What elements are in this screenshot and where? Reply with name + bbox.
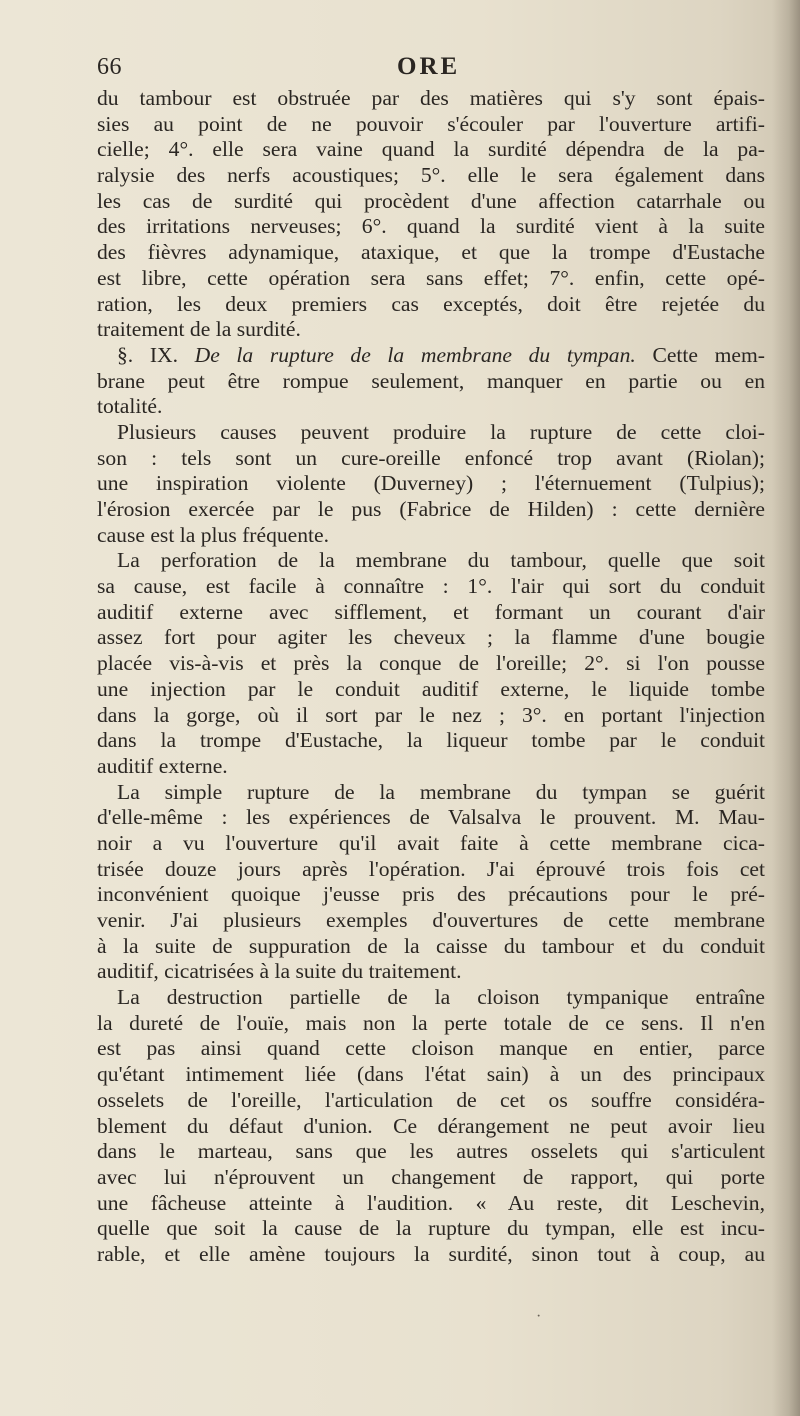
text-line: noir a vu l'ouverture qu'il avait faite à cette membrane cica- (97, 830, 765, 855)
text-line: dans la gorge, où il sort par le nez ; 3°. en portant l'injection (97, 702, 765, 727)
text-line: une inspiration violente (Duverney) ; l'éternuement (Tulpius); (97, 471, 765, 496)
text-line: les cas de surdité qui procèdent d'une affection catarrhale ou (97, 188, 765, 213)
section-number: §. IX. (117, 342, 178, 367)
text-line: dans la trompe d'Eustache, la liqueur tombe par le conduit (97, 728, 765, 753)
ink-speck: · (536, 1308, 542, 1325)
text-line: La destruction partielle de la cloison tympanique entraîne (117, 985, 765, 1010)
text-line: est pas ainsi quand cette cloison manque en entier, parce (97, 1036, 765, 1061)
text-line: la dureté de l'ouïe, mais non la perte totale de ce sens. Il n'en (97, 1010, 765, 1035)
page-number: 66 (97, 54, 122, 80)
text-line: du tambour est obstruée par des matières qui s'y sont épais- (97, 86, 765, 110)
text-line: La simple rupture de la membrane du tympan se guérit (117, 779, 765, 804)
text-line: assez fort pour agiter les cheveux ; la flamme d'une bougie (97, 625, 765, 650)
text-line: Plusieurs causes peuvent produire la rupture de cette cloi- (117, 419, 765, 444)
text-line: qu'étant intimement liée (dans l'état sain) à un des principaux (97, 1062, 765, 1087)
text-line: son : tels sont un cure-oreille enfoncé trop avant (Riolan); (97, 445, 765, 470)
page-edge-shadow (772, 0, 800, 1416)
text-line: inconvénient quoique j'eusse pris des précautions pour le pré- (97, 882, 765, 907)
body-text (97, 86, 765, 1268)
text-line: auditif, cicatrisées à la suite du traitement. (97, 959, 462, 984)
text-line: osselets de l'oreille, l'articulation de cet os souffre considéra- (97, 1087, 765, 1112)
running-head: ORE (397, 53, 461, 80)
text-line: l'érosion exercée par le pus (Fabrice de Hilden) : cette dernière (97, 497, 765, 521)
text-line: auditif externe avec sifflement, et formant un courant d'air (97, 599, 765, 624)
text-line: cause est la plus fréquente. (97, 522, 330, 547)
text-line: cielle; 4°. elle sera vaine quand la surdité dépendra de la pa- (97, 137, 765, 162)
text-line: ration, les deux premiers cas exceptés, doit être rejetée du (97, 291, 765, 316)
text-line: rable, et elle amène toujours la surdité, sinon tout à coup, au (97, 1241, 765, 1266)
section-title: De la rupture de la membrane du tympan. (194, 342, 636, 367)
text-line: trisée douze jours après l'opération. J'ai éprouvé trois fois cet (97, 856, 765, 881)
text-line: une fâcheuse atteinte à l'audition. « Au reste, dit Leschevin, (97, 1190, 765, 1215)
text-line: est libre, cette opération sera sans effet; 7°. enfin, cette opé- (97, 265, 765, 290)
text-line: avec lui n'éprouvent un changement de rapport, qui porte (97, 1164, 765, 1189)
text-line: traitement de la surdité. (97, 317, 301, 342)
text-line: sa cause, est facile à connaître : 1°. l'air qui sort du conduit (97, 574, 765, 599)
text-line: sies au point de ne pouvoir s'écouler par l'ouverture artifi- (97, 111, 765, 136)
text-line: auditif externe. (97, 753, 228, 778)
text-line: venir. J'ai plusieurs exemples d'ouvertures de cette membrane (97, 908, 765, 932)
text-line: des irritations nerveuses; 6°. quand la surdité vient à la suite (97, 214, 765, 239)
text-line: à la suite de suppuration de la caisse du tambour et du conduit (97, 933, 765, 958)
text-line: totalité. (97, 394, 163, 419)
page-header (97, 54, 765, 84)
text-line: des fièvres adynamique, ataxique, et que la trompe d'Eustache (97, 240, 765, 265)
text-line: La perforation de la membrane du tambour, quelle que soit (117, 548, 765, 573)
text-line: d'elle-même : les expériences de Valsalva le prouvent. M. Mau- (97, 805, 765, 830)
text-line: quelle que soit la cause de la rupture du tympan, elle est incu- (97, 1216, 765, 1241)
section-heading-rest: Cette mem- (652, 342, 765, 367)
text-line: brane peut être rompue seulement, manquer en partie ou en (97, 368, 765, 393)
text-line: placée vis-à-vis et près la conque de l'oreille; 2°. si l'on pousse (97, 651, 765, 676)
text-line: dans le marteau, sans que les autres osselets qui s'articulent (97, 1139, 765, 1164)
section-heading-line (97, 343, 765, 369)
text-line: une injection par le conduit auditif externe, le liquide tombe (97, 676, 765, 701)
text-line: ralysie des nerfs acoustiques; 5°. elle le sera également dans (97, 163, 765, 188)
text-line: blement du défaut d'union. Ce dérangement ne peut avoir lieu (97, 1113, 765, 1138)
